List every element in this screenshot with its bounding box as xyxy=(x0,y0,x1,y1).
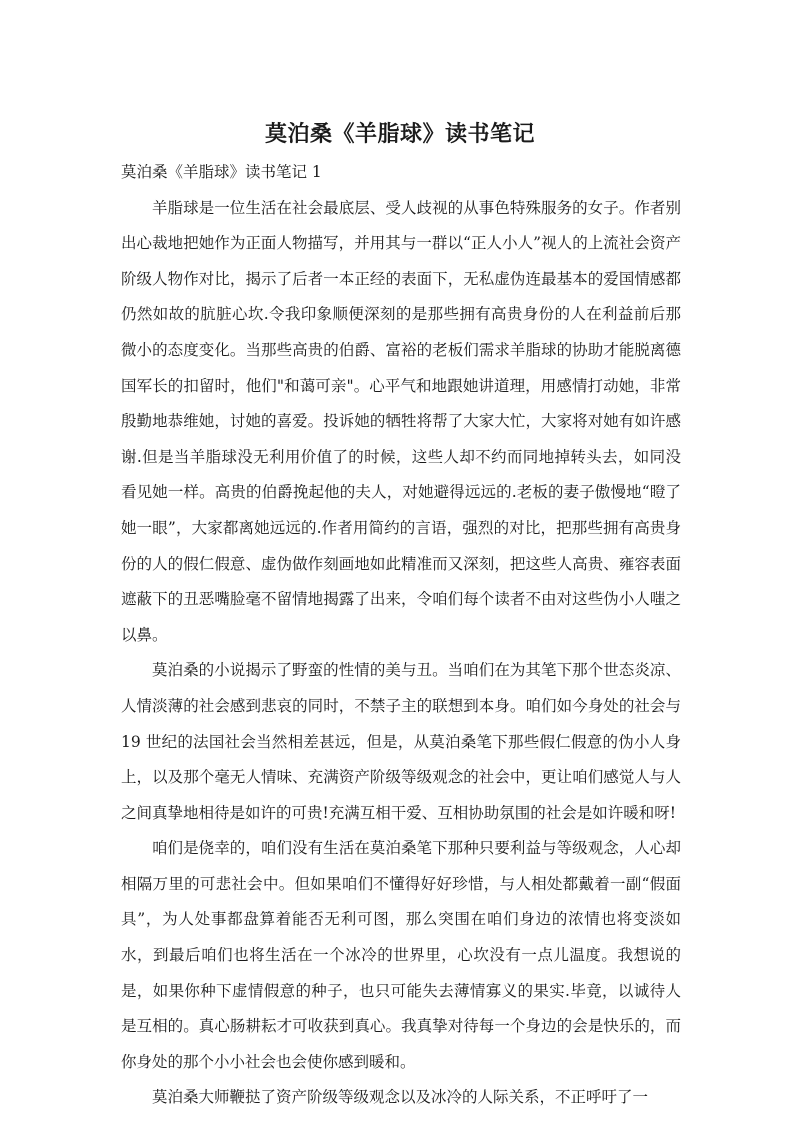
paragraph-1: 羊脂球是一位生活在社会最底层、受人歧视的从事色特殊服务的女子。作者别出心裁地把她作为正面人物描写，并用其与一群以“正人小人”视人的上流社会资产阶级人物作对比，揭示了后者一本正经的表面下，无私虚伪连最基本的爱国情感都仍然如故的肮脏心坎.令我印象顺便深刻的是那些拥有高贵身份的人在利益前后那微小的态度变化。当那些高贵的伯爵、富裕的老板们需求羊脂球的协助才能脱离德国军长的扣留时，他们"和蔼可亲"。心平气和地跟她讲道理，用感情打动她，非常殷勤地恭维她，讨她的喜爱。投诉她的牺牲将帮了大家大忙，大家将对她有如许感谢.但是当羊脂球没无利用价值了的时候，这些人却不约而同地掉转头去，如同没看见她一样。高贵的伯爵挽起他的夫人，对她避得远远的.老板的妻子傲慢地“瞪了她一眼”，大家都离她远远的.作者用简约的言语，强烈的对比，把那些拥有高贵身份的人的假仁假意、虚伪做作刻画地如此精准而又深刻，把这些人高贵、雍容表面遮蔽下的丑恶嘴脸毫不留情地揭露了出来，令咱们每个读者不由对这些伪小人嗤之以鼻。 xyxy=(121,198,681,644)
paragraph-4: 莫泊桑大师鞭挞了资产阶级等级观念以及冰冷的人际关系，不正呼吁了一 xyxy=(152,1088,649,1107)
document-subtitle: 莫泊桑《羊脂球》读书笔记 1 xyxy=(121,163,322,181)
document-title: 莫泊桑《羊脂球》读书笔记 xyxy=(264,122,535,147)
paragraph-2: 莫泊桑的小说揭示了野蛮的性情的美与丑。当咱们在为其笔下那个世态炎凉、人情淡薄的社会感到悲哀的同时，不禁子主的联想到本身。咱们如今身处的社会与 19 世纪的法国社会当然相差甚远，但是，从莫泊桑笔下那些假仁假意的伪小人身上，以及那个毫无人情味、充满资产阶级等级观念的社会中，更让咱们感觉人与人之间真挚地相待是如许的可贵!充满互相干爱、互相协助氛围的社会是如许暖和呀! xyxy=(121,661,681,822)
paragraph-3: 咱们是侥幸的，咱们没有生活在莫泊桑笔下那种只要利益与等级观念，人心却相隔万里的可悲社会中。但如果咱们不懂得好好珍惜，与人相处都戴着一副“假面具”，为人处事都盘算着能否无利可图，那么突围在咱们身边的浓情也将变淡如水，到最后咱们也将生活在一个冰冷的世界里，心坎没有一点儿温度。我想说的是，如果你种下虚情假意的种子，也只可能失去薄情寡义的果实.毕竟，以诚待人是互相的。真心肠耕耘才可收获到真心。我真挚对待每一个身边的会是快乐的，而你身处的那个小小社会也会使你感到暖和。 xyxy=(121,839,681,1071)
document-body xyxy=(121,155,681,1116)
